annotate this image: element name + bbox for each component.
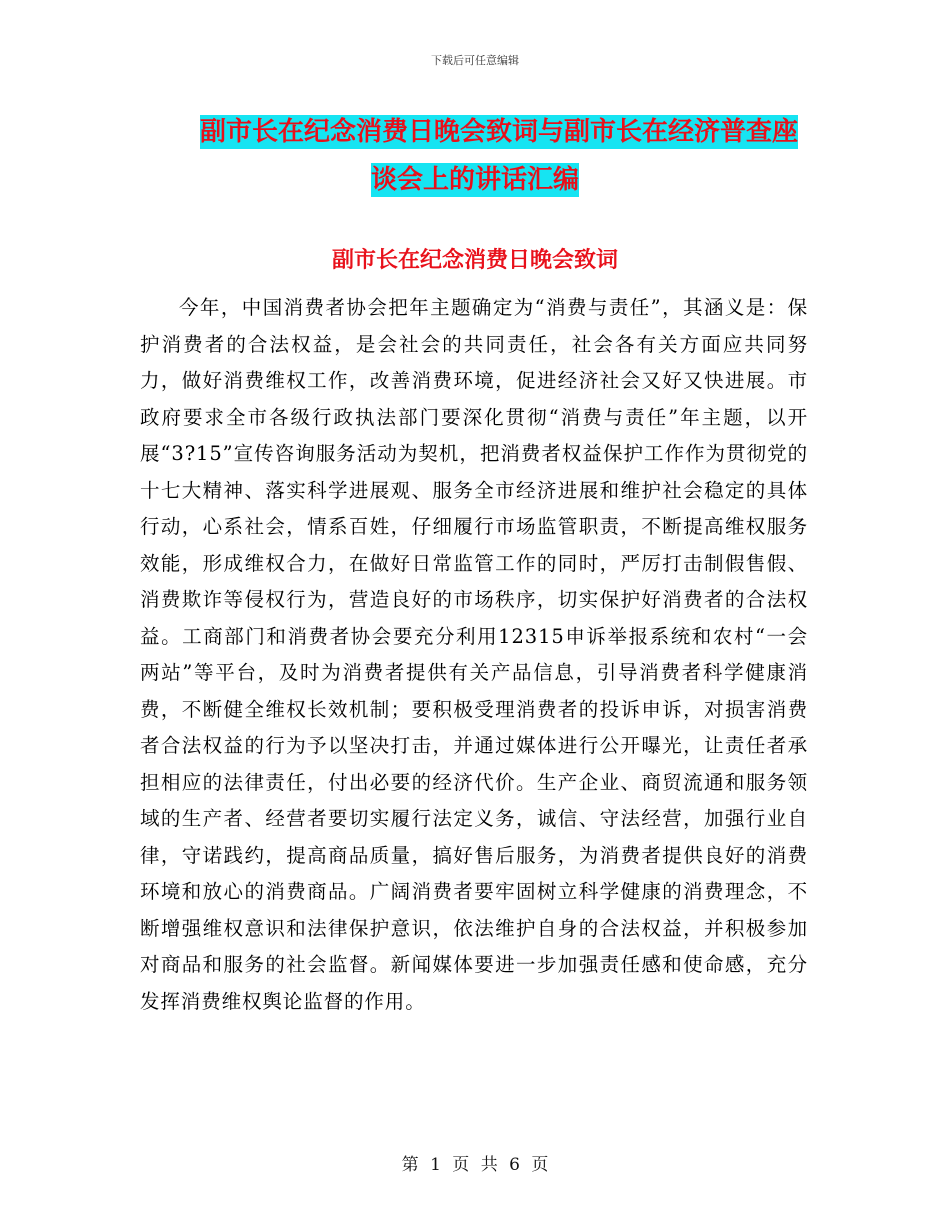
- body-paragraph: 今年，中国消费者协会把年主题确定为“消费与责任”，其涵义是：保护消费者的合法权益，是会社会的共同责任，社会各有关方面应共同努力，做好消费维权工作，改善消费环境，促进经济社会又好又快进展。市政府要求全市各级行政执法部门要深化贯彻“消费与责任”年主题，以开展“3?15”宣传咨询服务活动为契机，把消费者权益保护工作作为贯彻党的十七大精神、落实科学进展观、服务全市经济进展和维护社会稳定的具体行动，心系社会，情系百姓，仔细履行市场监管职责，不断提高维权服务效能，形成维权合力，在做好日常监管工作的同时，严厉打击制假售假、消费欺诈等侵权行为，营造良好的市场秩序，切实保护好消费者的合法权益。工商部门和消费者协会要充分利用12315申诉举报系统和农村“一会两站”等平台，及时为消费者提供有关产品信息，引导消费者科学健康消费，不断健全维权长效机制；要积极受理消费者的投诉申诉，对损害消费者合法权益的行为予以坚决打击，并通过媒体进行公开曝光，让责任者承担相应的法律责任，付出必要的经济代价。生产企业、商贸流通和服务领域的生产者、经营者要切实履行法定义务，诚信、守法经营，加强行业自律，守诺践约，提高商品质量，搞好售后服务，为消费者提供良好的消费环境和放心的消费商品。广阔消费者要牢固树立科学健康的消费理念，不断增强维权意识和法律保护意识，依法维护自身的合法权益，并积极参加对商品和服务的社会监督。新闻媒体要进一步加强责任感和使命感，充分发挥消费维权舆论监督的作用。: [140, 296, 808, 1013]
- document-title-line1-text: 副市长在纪念消费日晚会致词与副市长在经济普查座: [199, 117, 798, 147]
- document-title: [0, 108, 950, 204]
- page-number-footer: 第 1 页 共 6 页: [401, 1155, 549, 1175]
- section-title: 副市长在纪念消费日晚会致词: [331, 248, 618, 273]
- document-title-line1: [0, 108, 950, 156]
- document-title-line2-text: 谈会上的讲话汇编: [370, 165, 579, 195]
- page-header-note: 下载后可任意编辑: [431, 54, 519, 67]
- document-title-line2: [0, 156, 950, 204]
